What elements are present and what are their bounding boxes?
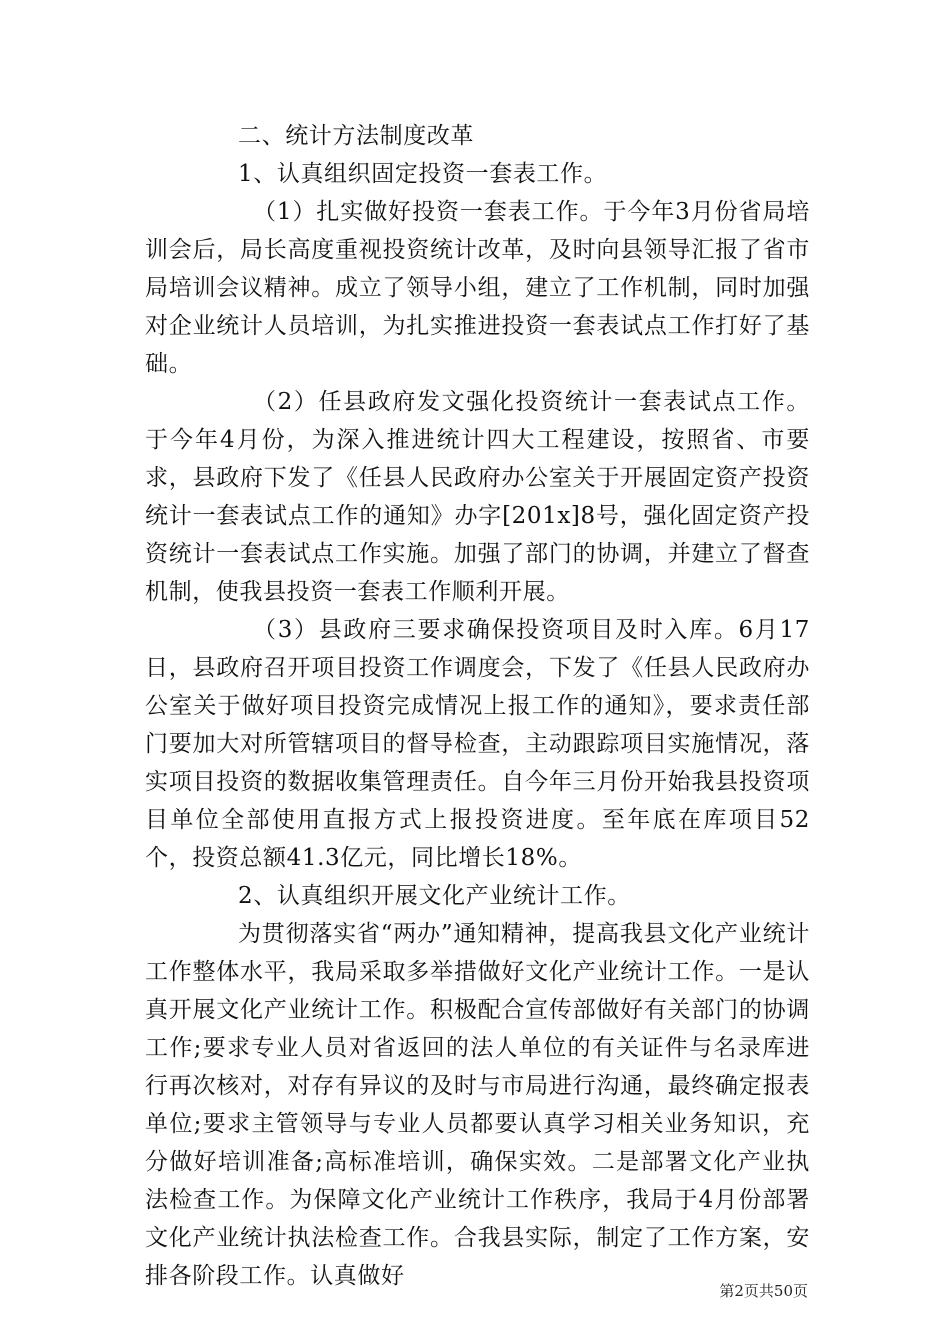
page-number: 第2页共50页 <box>719 1282 808 1300</box>
section-heading: 二、统计方法制度改革 <box>238 123 474 149</box>
paragraph-culture: 为贯彻落实省“两办”通知精神，提高我县文化产业统计工作整体水平，我局采取多举措做好文化产业统计工作。一是认真开展文化产业统计工作。积极配合宣传部做好有关部门的协调工作;要求专业人员对省返回的法人单位的有关证件与名录库进行再次核对，对存有异议的及时与市局进行沟通，最终确定报表单位;要求主管领导与专业人员都要认真学习相关业务知识，充分做好培训准备;高标准培训，确保实效。二是部署文化产业执法检查工作。为保障文化产业统计工作秩序，我局于4月份部署文化产业统计执法检查工作。合我县实际，制定了工作方案，安排各阶段工作。认真做好 <box>145 921 810 1289</box>
paragraph-item-1: （1）扎实做好投资一套表工作。于今年3月份省局培训会后，局长高度重视投资统计改革，及时向县领导汇报了省市局培训会议精神。成立了领导小组，建立了工作机制，同时加强对企业统计人员培训，为扎实推进投资一套表试点工作打好了基础。 <box>145 199 810 377</box>
paragraph-item-2: （2）任县政府发文强化投资统计一套表试点工作。于今年4月份，为深入推进统计四大工程建设，按照省、市要求，县政府下发了《任县人民政府办公室关于开展固定资产投资统计一套表试点工作的通知》办字[201x]8号，强化固定资产投资统计一套表试点工作实施。加强了部门的协调，并建立了督查机制，使我县投资一套表工作顺利开展。 <box>145 389 810 605</box>
subsection-heading-1: 1、认真组织固定投资一套表工作。 <box>238 161 608 187</box>
document-body <box>145 117 810 1295</box>
paragraph-item-3: （3）县政府三要求确保投资项目及时入库。6月17日，县政府召开项目投资工作调度会，下发了《任县人民政府办公室关于做好项目投资完成情况上报工作的通知》，要求责任部门要加大对所管辖项目的督导检查，主动跟踪项目实施情况，落实项目投资的数据收集管理责任。自今年三月份开始我县投资项目单位全部使用直报方式上报投资进度。至年底在库项目52个，投资总额41.3亿元，同比增长18%。 <box>145 617 810 871</box>
subsection-heading-2: 2、认真组织开展文化产业统计工作。 <box>238 883 631 909</box>
